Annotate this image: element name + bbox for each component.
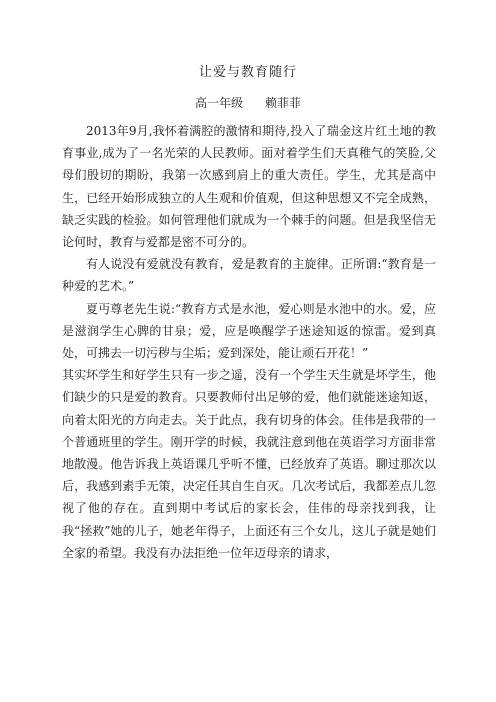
paragraph: 夏丏尊老先生说:“教育方式是水池，爱心则是水池中的水。爱，应是滋润学生心脾的甘泉；爱，应是唤醒学子迷途知返的惊雷。爱到真处，可拂去一切污秽与尘垢；爱到深处，能让顽石开花！” <box>62 301 436 361</box>
paragraph: 有人说没有爱就没有教育，爱是教育的主旋律。正所谓:“教育是一种爱的艺术。” <box>62 257 436 294</box>
author-name: 赖菲菲 <box>265 96 302 110</box>
paragraph: 其实坏学生和好学生只有一步之遥，没有一个学生天生就是坏学生，他们缺少的只是爱的教育。只要教师付出足够的爱，他们就能迷途知返，向着太阳光的方向走去。关于此点，我有切身的体会。佳伟是我带的一个普通班里的学生。刚开学的时候，我就注意到他在英语学习方面非常地散漫。他告诉我上英语课几乎听不懂，已经放弃了英语。聊过那次以后，我感到素手无策，决定任其自生自灭。几次考试后，我都差点儿忽视了他的存在。直到期中考试后的家长会，佳伟的母亲找到我，让我“拯救”她的儿子，她老年得子，上面还有三个女儿，这儿子就是她们全家的希望。我没有办法拒绝一位年迈母亲的请求， <box>62 368 436 560</box>
page-title: 让爱与教育随行 <box>198 65 297 80</box>
author-grade: 高一年级 <box>194 96 243 110</box>
paragraph: 2013年9月,我怀着满腔的激情和期待,投入了瑞金这片红土地的教育事业,成为了一名光荣的人民教师。面对着学生们天真稚气的笑脸,父母们殷切的期盼，我第一次感到肩上的重大责任。学生，尤其是高中生，已经开始形成独立的人生观和价值观，但这种思想又不完全成熟，缺乏实践的检验。如何管理他们就成为一个棘手的问题。但是我坚信无论何时，教育与爱都是密不可分的。 <box>62 124 436 250</box>
byline <box>0 95 496 111</box>
article-body <box>62 120 436 564</box>
